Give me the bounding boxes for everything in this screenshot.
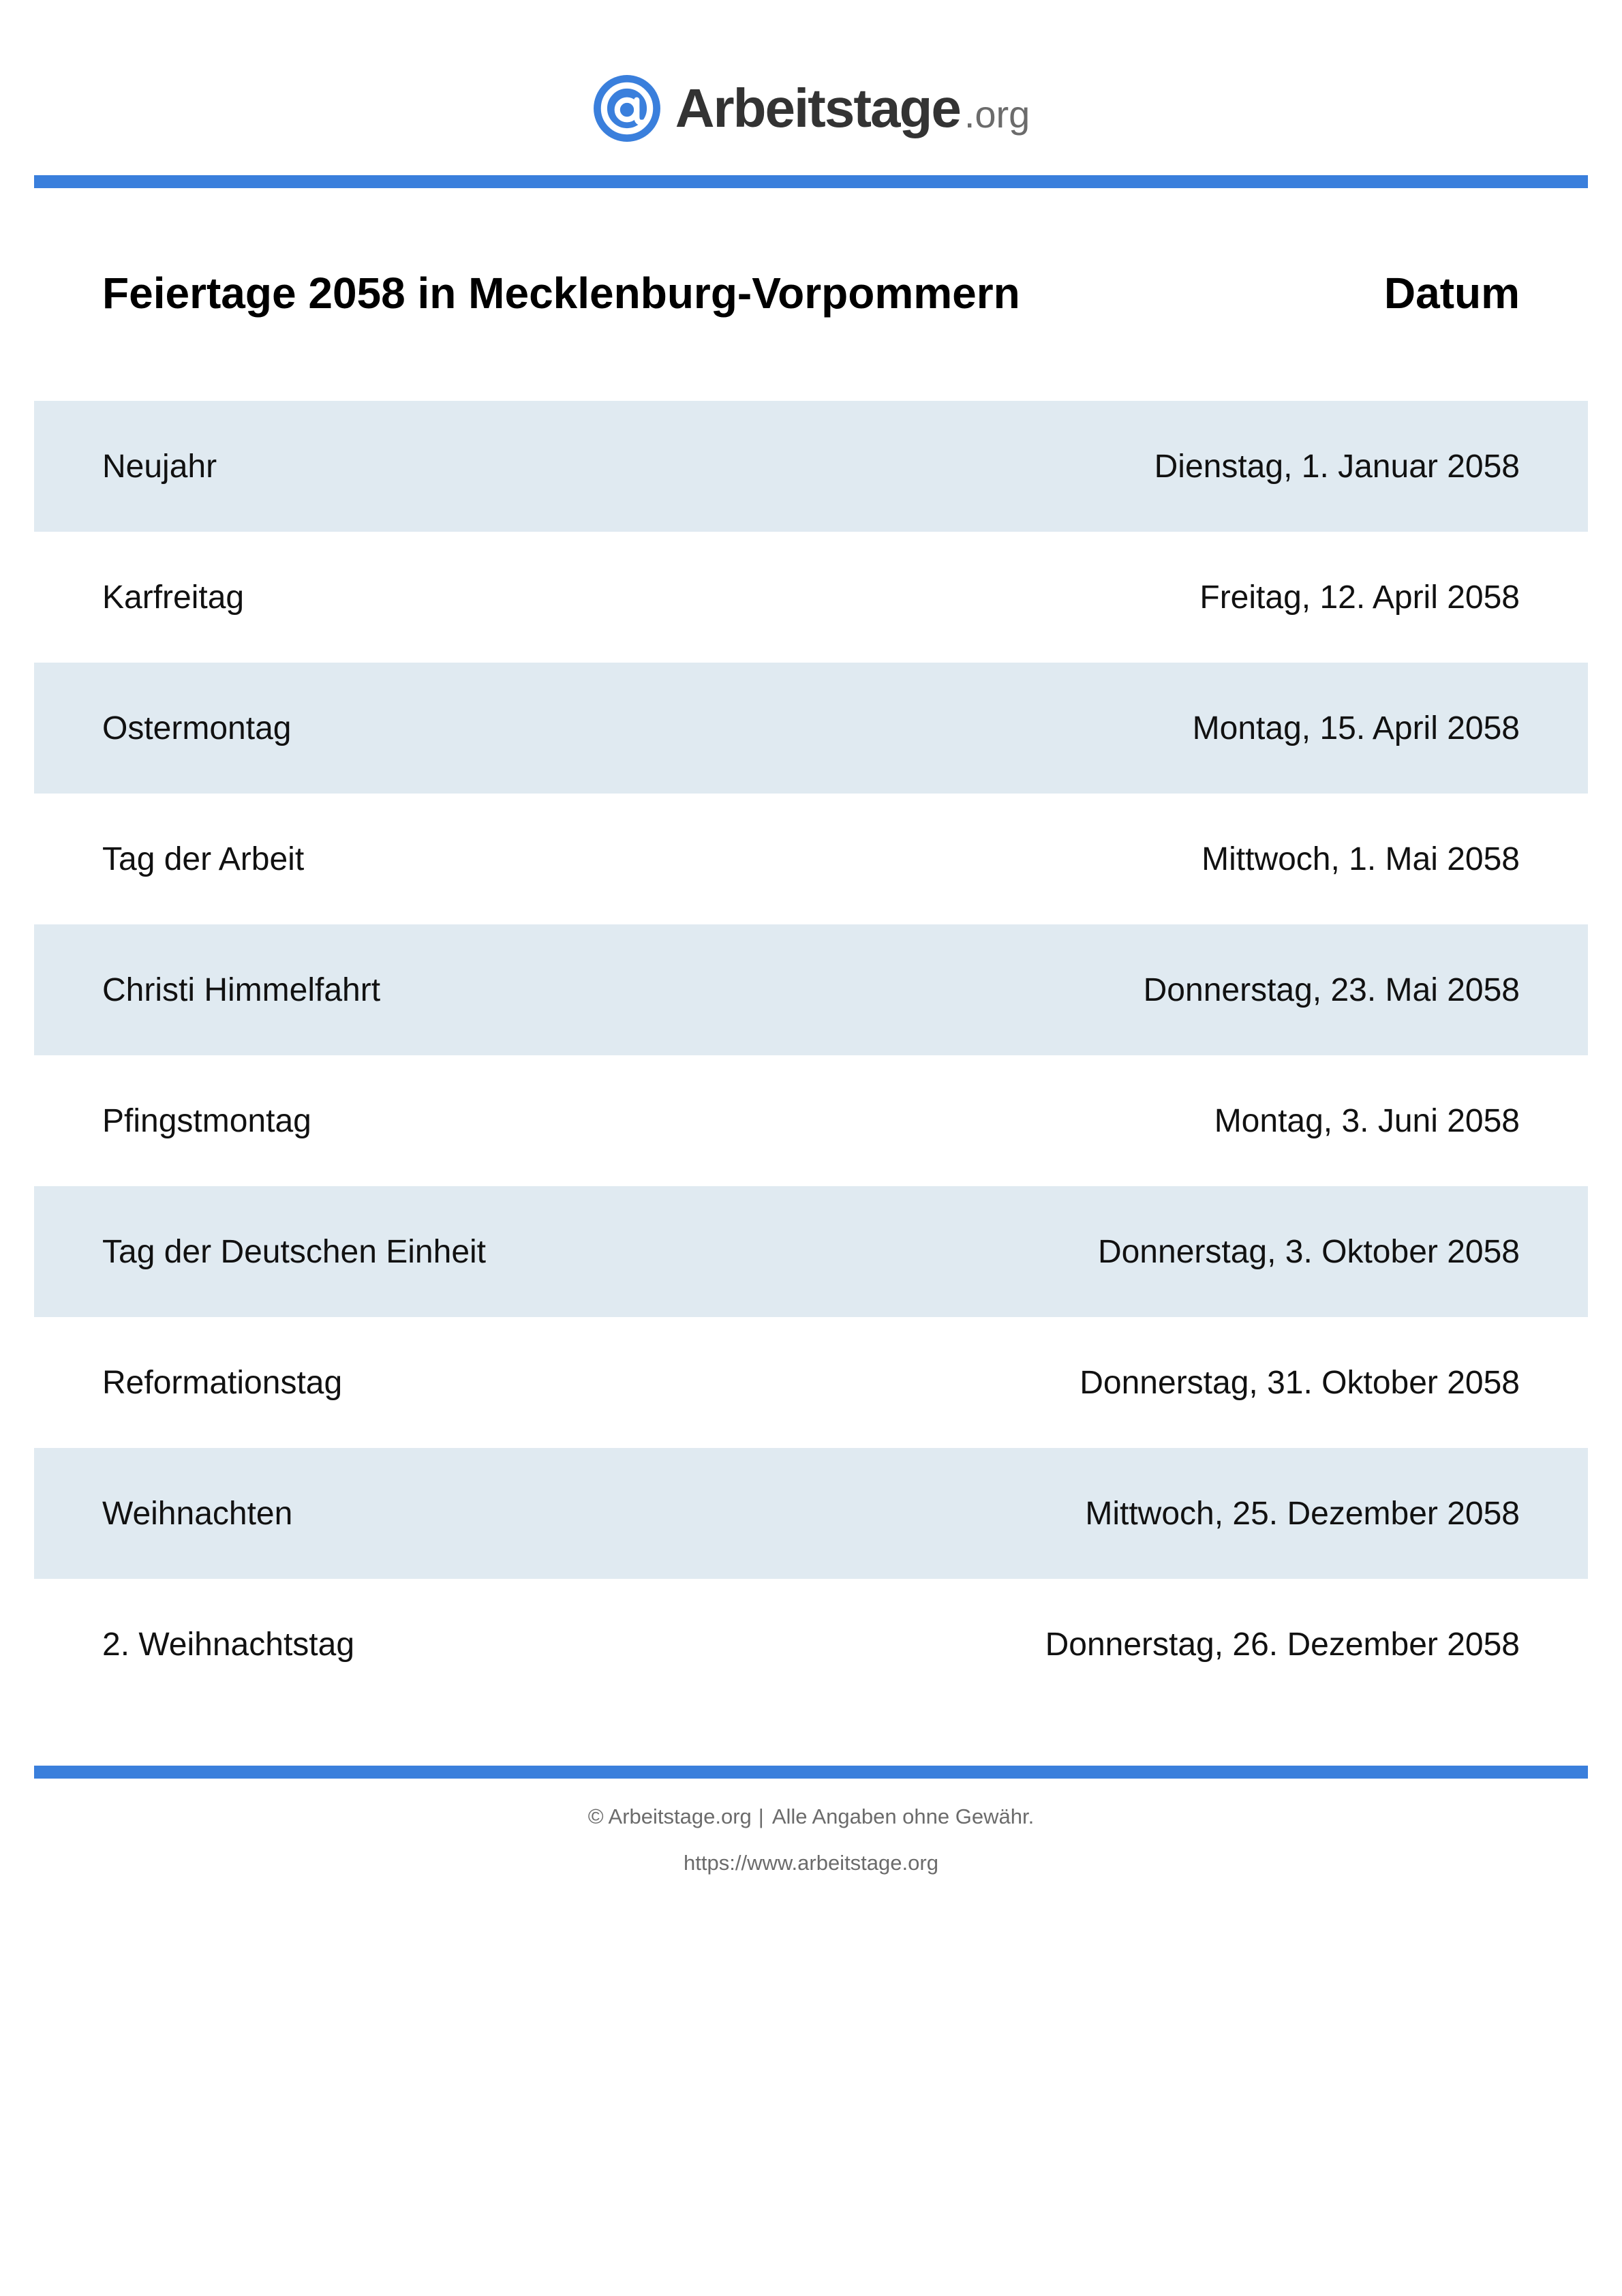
table-row [34,1448,1588,1579]
holiday-name: Tag der Arbeit [102,841,305,877]
table-row [34,1186,1588,1317]
logo-wordmark: Arbeitstage [675,78,960,138]
footer-notice [0,1800,1622,1834]
table-row [34,924,1588,1055]
holiday-date: Montag, 15. April 2058 [1192,710,1520,746]
holiday-name: Reformationstag [102,1364,343,1401]
holiday-name: Ostermontag [102,710,292,746]
table-row [34,401,1588,532]
holiday-name: Tag der Deutschen Einheit [102,1233,487,1270]
table-row [34,1579,1588,1710]
holiday-date: Mittwoch, 1. Mai 2058 [1202,841,1520,877]
holiday-date: Mittwoch, 25. Dezember 2058 [1085,1495,1520,1532]
footer-separator: | [758,1804,764,1828]
logo-tld: .org [964,93,1030,136]
date-column-header: Datum [1383,269,1520,318]
holiday-table [34,401,1588,1710]
holiday-name: Neujahr [102,448,217,485]
footer-url-link[interactable]: https://www.arbeitstage.org [684,1851,938,1875]
holiday-date: Donnerstag, 26. Dezember 2058 [1045,1626,1520,1663]
table-row [34,1055,1588,1186]
holiday-date: Donnerstag, 23. Mai 2058 [1143,971,1520,1008]
copyright-text: © Arbeitstage.org [587,1804,752,1828]
holiday-date: Montag, 3. Juni 2058 [1214,1102,1520,1139]
at-sign-logo-icon [592,74,662,143]
holiday-date: Dienstag, 1. Januar 2058 [1154,448,1520,485]
disclaimer-text: Alle Angaben ohne Gewähr. [771,1804,1035,1828]
table-header [102,259,1520,327]
bottom-divider [34,1766,1588,1779]
table-row [34,794,1588,924]
table-title: Feiertage 2058 in Mecklenburg-Vorpommern [102,269,1020,318]
footer [0,1800,1622,1880]
site-logo[interactable] [0,74,1622,143]
table-row [34,1317,1588,1448]
holiday-date: Freitag, 12. April 2058 [1199,579,1520,616]
holiday-name: Karfreitag [102,579,245,616]
holiday-name: 2. Weihnachtstag [102,1626,355,1663]
holiday-date: Donnerstag, 3. Oktober 2058 [1097,1233,1520,1270]
holiday-name: Weihnachten [102,1495,293,1532]
holiday-name: Christi Himmelfahrt [102,971,381,1008]
holiday-name: Pfingstmontag [102,1102,311,1139]
top-divider [34,175,1588,188]
holiday-date: Donnerstag, 31. Oktober 2058 [1080,1364,1520,1401]
table-row [34,663,1588,794]
table-row [34,532,1588,663]
